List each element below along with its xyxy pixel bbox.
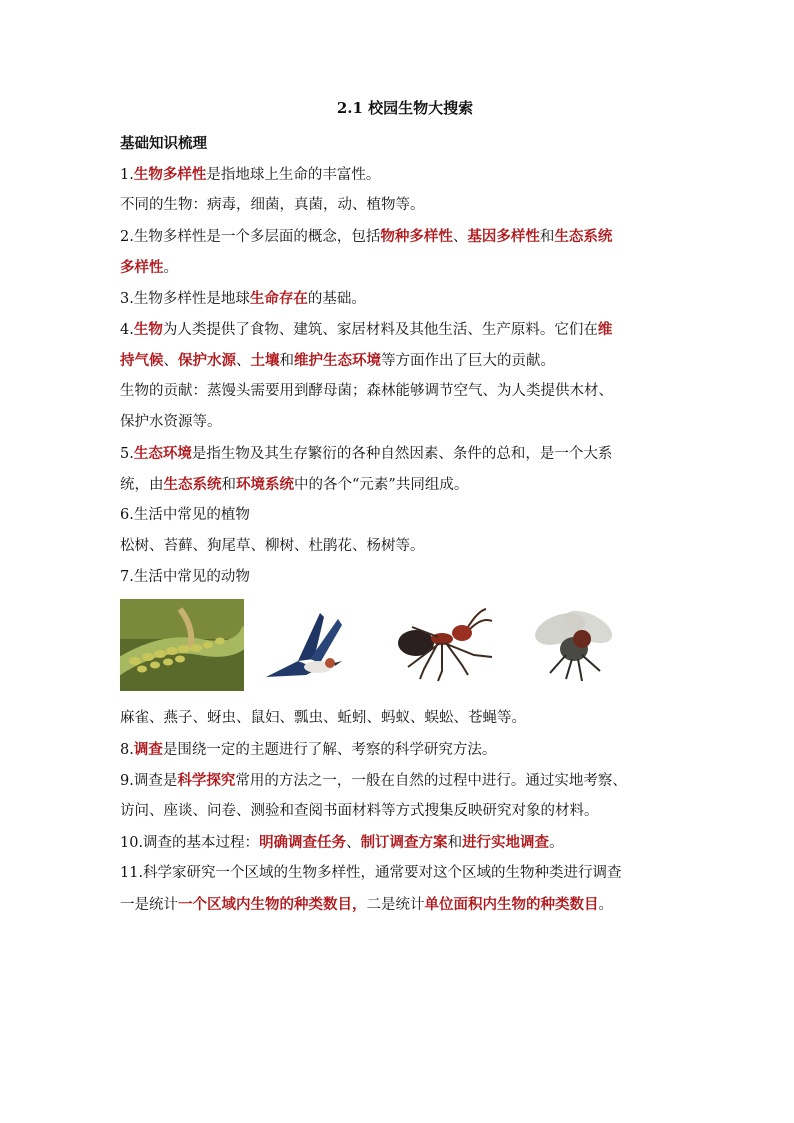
emphasis-term: 生态系统 <box>554 228 613 245</box>
text-segment: 10.调查的基本过程： <box>120 835 260 851</box>
text-segment: 。 <box>598 897 613 913</box>
text-segment: 松树、苔藓、狗尾草、柳树、杜鹃花、杨树等。 <box>120 538 425 554</box>
text-line <box>120 796 690 827</box>
text-segment: 和 <box>539 229 555 245</box>
emphasis-term: 基因多样性 <box>467 228 540 245</box>
page-title: 2.1 校园生物大搜索 <box>336 99 474 117</box>
text-segment: 和 <box>221 477 236 493</box>
emphasis-term: 维护生态环境 <box>294 352 381 369</box>
paragraph <box>120 314 690 376</box>
text-segment: 访问、座谈、问卷、测验和查阅书面材料等方式搜集反映研究对象的材料。 <box>120 803 599 819</box>
text-line <box>120 252 690 283</box>
text-line <box>120 734 690 765</box>
text-segment: 和 <box>447 835 463 851</box>
paragraph <box>120 858 690 920</box>
text-segment: 常用的方法之一，一般在自然的过程中进行。通过实地考察、 <box>235 773 627 789</box>
emphasis-term: 科学探究 <box>177 772 236 789</box>
emphasis-term: 持气候 <box>120 352 164 369</box>
text-segment: 3.生物多样性是地球 <box>120 291 250 307</box>
paragraph <box>120 734 690 765</box>
paragraphs-after-images <box>120 703 690 920</box>
paragraph <box>120 283 690 314</box>
emphasis-term: 生物多样性 <box>133 166 207 183</box>
emphasis-term: 多样性 <box>120 259 164 276</box>
text-line <box>120 438 690 469</box>
ant-photo-icon <box>382 599 506 691</box>
text-segment: 一是统计 <box>120 897 178 913</box>
text-segment: 是围绕一定的主题进行了解、考察的科学研究方法。 <box>162 742 497 758</box>
paragraph <box>120 221 690 283</box>
text-segment: 、 <box>236 353 251 369</box>
emphasis-term: 单位面积内生物的种类数目 <box>424 896 599 913</box>
text-line <box>120 858 690 889</box>
text-segment: 麻雀、燕子、蚜虫、鼠妇、瓢虫、蚯蚓、蚂蚁、蜈蚣、苍蝇等。 <box>120 710 526 726</box>
text-line <box>120 221 690 252</box>
text-line <box>120 703 690 734</box>
text-segment: 保护水资源等。 <box>120 414 222 430</box>
text-segment: 。 <box>549 835 564 851</box>
fly-photo-icon <box>520 599 630 691</box>
emphasis-term: 维 <box>597 321 613 338</box>
emphasis-term: 明确调查任务 <box>259 834 347 851</box>
emphasis-term: 生态系统 <box>163 476 222 493</box>
text-line <box>120 827 690 858</box>
text-segment: 、 <box>163 353 178 369</box>
text-segment: 等方面作出了巨大的贡献。 <box>381 353 555 369</box>
paragraph <box>120 500 690 531</box>
text-line <box>120 562 690 593</box>
text-segment: 生物的贡献：蒸馒头需要用到酵母菌；森林能够调节空气、为人类提供木材、 <box>120 383 613 399</box>
emphasis-term: 进行实地调查 <box>462 834 550 851</box>
text-segment: 8. <box>120 742 134 758</box>
text-segment: 的基础。 <box>307 291 366 307</box>
text-segment: 7.生活中常见的动物 <box>120 569 250 585</box>
emphasis-term: 一个区域内生物的种类数目， <box>178 896 367 913</box>
text-segment: 、 <box>346 835 361 851</box>
text-segment: 11.科学家研究一个区域的生物多样性，通常要对这个区域的生物种类进行调查 <box>120 865 622 881</box>
swallow-photo-icon <box>258 599 358 691</box>
text-segment: 不同的生物：病毒，细菌，真菌，动、植物等。 <box>120 197 425 213</box>
text-segment: 二是统计 <box>366 897 425 913</box>
text-segment: 统，由 <box>120 477 164 493</box>
paragraph <box>120 376 690 438</box>
paragraph <box>120 703 690 734</box>
text-segment: 和 <box>279 353 294 369</box>
section-heading: 基础知识梳理 <box>120 135 207 152</box>
text-segment: 5. <box>120 446 134 462</box>
text-segment: 9.调查是 <box>120 773 178 789</box>
paragraph <box>120 827 690 858</box>
paragraph <box>120 159 690 190</box>
text-line <box>120 283 690 314</box>
paragraph <box>120 765 690 827</box>
text-segment: 是指地球上生命的丰富性。 <box>206 167 381 183</box>
paragraph <box>120 531 690 562</box>
aphids-on-stem-photo-icon <box>120 599 244 691</box>
emphasis-term: 土壤 <box>250 352 280 369</box>
text-segment: 6.生活中常见的植物 <box>120 507 250 523</box>
text-segment: 为人类提供了食物、建筑、家居材料及其他生活、生产原料。它们在 <box>162 322 598 338</box>
text-segment: 1. <box>120 167 134 183</box>
text-line <box>120 889 690 920</box>
text-segment: 是指生物及其生存繁衍的各种自然因素、条件的总和，是一个大系 <box>191 446 613 462</box>
emphasis-term: 调查 <box>133 741 163 758</box>
text-line <box>120 345 690 376</box>
emphasis-term: 生态环境 <box>133 445 192 462</box>
text-segment: 、 <box>452 229 468 245</box>
paragraphs-before-images <box>120 159 690 593</box>
emphasis-term: 生命存在 <box>249 290 308 307</box>
text-line <box>120 376 690 407</box>
emphasis-term: 保护水源 <box>178 352 236 369</box>
paragraph <box>120 190 690 221</box>
text-line <box>120 500 690 531</box>
text-line <box>120 190 690 221</box>
text-line <box>120 531 690 562</box>
text-segment: 。 <box>163 260 178 276</box>
text-line <box>120 407 690 438</box>
emphasis-term: 生物 <box>133 321 163 338</box>
paragraph <box>120 562 690 593</box>
emphasis-term: 物种多样性 <box>380 228 453 245</box>
text-line <box>120 469 690 500</box>
paragraph <box>120 438 690 500</box>
animal-images-row <box>120 599 690 695</box>
text-line <box>120 765 690 796</box>
text-line <box>120 159 690 190</box>
text-segment: 2.生物多样性是一个多层面的概念，包括 <box>120 229 381 245</box>
emphasis-term: 制订调查方案 <box>360 834 448 851</box>
text-line <box>120 314 690 345</box>
text-segment: 4. <box>120 322 134 338</box>
emphasis-term: 环境系统 <box>236 476 294 493</box>
document-content <box>120 96 690 920</box>
text-segment: 中的各个“元素”共同组成。 <box>294 477 469 493</box>
